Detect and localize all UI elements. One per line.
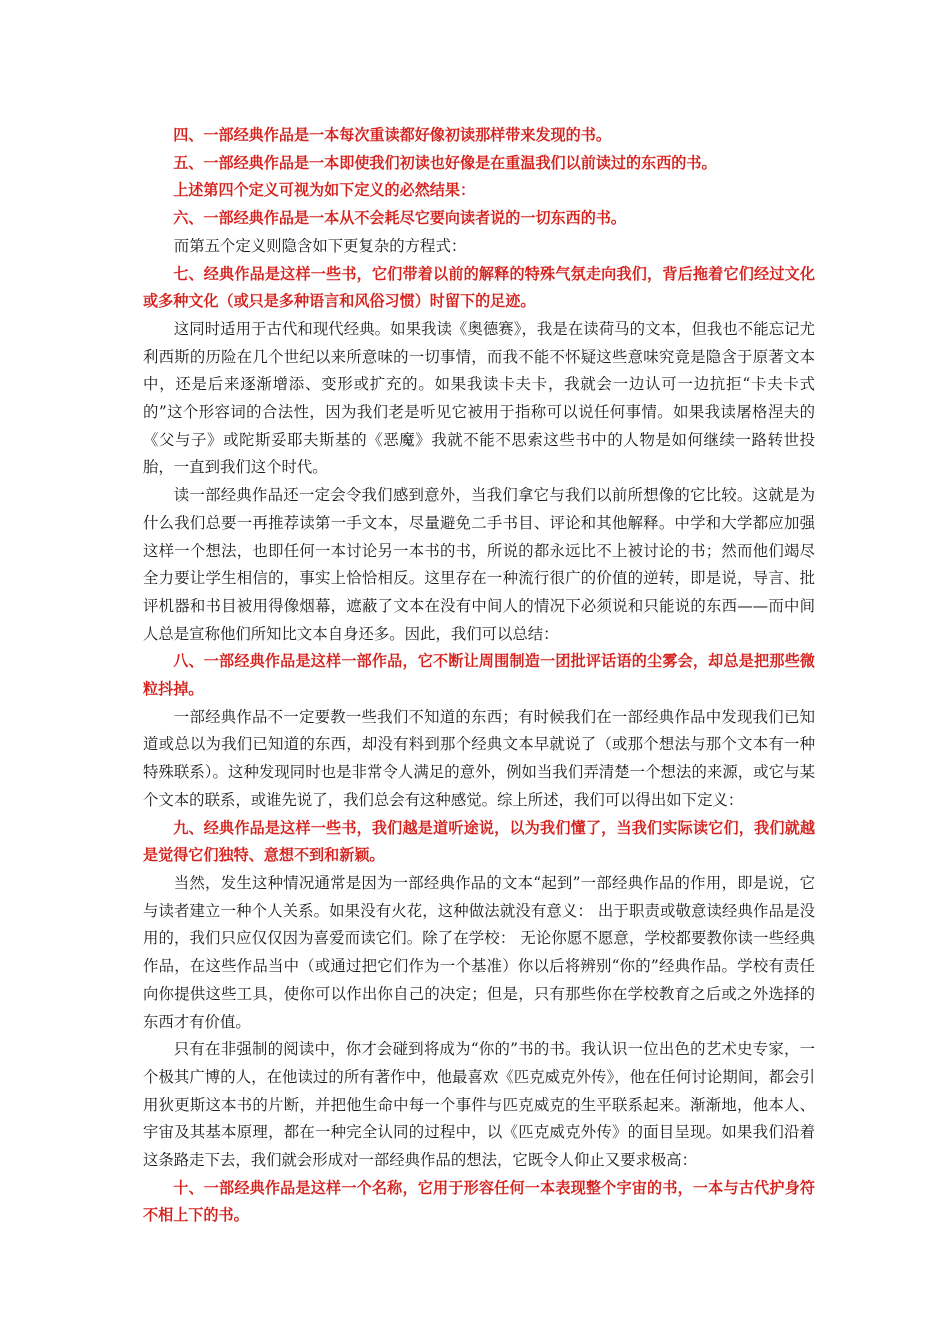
definition-transition: 上述第四个定义可视为如下定义的必然结果： (173, 181, 476, 200)
definition-4: 四、一部经典作品是一本每次重读都好像初读那样带来发现的书。 (173, 126, 611, 144)
body-paragraph: 一部经典作品不一定要教一些我们不知道的东西；有时候我们在一部经典作品中发现我们已知道或总以为我们已知道的东西，却没有料到那个经典文本早就说了（或那个想法与那个文本有一种特殊联系）。这种发现同时也是非常令人满足的意外，例如当我们弄清楚一个想法的来源，或它与某个文本的联系，或谁先说了，我们总会有这种感觉。综上所述，我们可以得出如下定义： (143, 707, 815, 809)
definition-8: 八、一部经典作品是这样一部作品，它不断让周围制造一团批评话语的尘雾会，却总是把那些微粒抖掉。 (143, 652, 815, 699)
body-paragraph: 读一部经典作品还一定会令我们感到意外，当我们拿它与我们以前所想像的它比较。这就是为什么我们总要一再推荐读第一手文本，尽量避免二手书目、评论和其他解释。中学和大学都应加强这样一个想法，也即任何一本讨论另一本书的书，所说的都永远比不上被讨论的书；然而他们竭尽全力要让学生相信的，事实上恰恰相反。这里存在一种流行很广的价值的逆转，即是说，导言、批评机器和书目被用得像烟幕，遮蔽了文本在没有中间人的情况下必须说和只能说的东西——而中间人总是宣称他们所知比文本自身还多。因此，我们可以总结： (143, 486, 815, 643)
body-paragraph: 只有在非强制的阅读中，你才会碰到将成为“你的”书的书。我认识一位出色的艺术史专家，一个极其广博的人，在他读过的所有著作中，他最喜欢《匹克威克外传》，他在任何讨论期间，都会引用狄更斯这本书的片断，并把他生命中每一个事件与匹克威克的生平联系起来。渐渐地，他本人、宇宙及其基本原理，都在一种完全认同的过程中，以《匹克威克外传》的面目呈现。如果我们沿着这条路走下去，我们就会形成对一部经典作品的想法，它既令人仰止又要求极高： (143, 1040, 815, 1170)
body-paragraph: 当然，发生这种情况通常是因为一部经典作品的文本“起到”一部经典作品的作用，即是说，它与读者建立一种个人关系。如果没有火花，这种做法就没有意义： 出于职责或敬意读经典作品是没用的，我们只应仅仅因为喜爱而读它们。除了在学校： 无论你愿不愿意，学校都要教你读一些经典作品，在这些作品当中（或通过把它们作为一个基准）你以后将辨别“你的”经典作品。学校有责任向你提供这些工具，使你可以作出你自己的决定；但是，只有那些你在学校教育之后或之外选择的东西才有价值。 (143, 873, 815, 1031)
definition-7: 七、经典作品是这样一些书，它们带着以前的解释的特殊气氛走向我们，背后拖着它们经过文化或多种文化（或只是多种语言和风俗习惯）时留下的足迹。 (143, 264, 815, 311)
body-paragraph: 这同时适用于古代和现代经典。如果我读《奥德赛》，我是在读荷马的文本，但我也不能忘记尤利西斯的历险在几个世纪以来所意味的一切事情，而我不能不怀疑这些意味究竟是隐含于原著文本中，还是后来逐渐增添、变形或扩充的。如果我读卡夫卡，我就会一边认可一边抗拒“卡夫卡式的”这个形容词的合法性，因为我们老是听见它被用于指称可以说任何事情。如果我读屠格涅夫的《父与子》或陀斯妥耶夫斯基的《恶魔》我就不能不思索这些书中的人物是如何继续一路转世投胎，一直到我们这个时代。 (143, 319, 815, 477)
definition-9: 九、经典作品是这样一些书，我们越是道听途说，以为我们懂了，当我们实际读它们，我们就越是觉得它们独特、意想不到和新颖。 (143, 818, 815, 865)
definition-6: 六、一部经典作品是一本从不会耗尽它要向读者说的一切东西的书。 (173, 209, 627, 228)
definition-5: 五、一部经典作品是一本即使我们初读也好像是在重温我们以前读过的东西的书。 (173, 153, 717, 172)
body-paragraph: 而第五个定义则隐含如下更复杂的方程式： (173, 236, 467, 255)
document-page (143, 122, 815, 1230)
definition-10: 十、一部经典作品是这样一个名称，它用于形容任何一本表现整个宇宙的书，一本与古代护身符不相上下的书。 (143, 1178, 815, 1225)
